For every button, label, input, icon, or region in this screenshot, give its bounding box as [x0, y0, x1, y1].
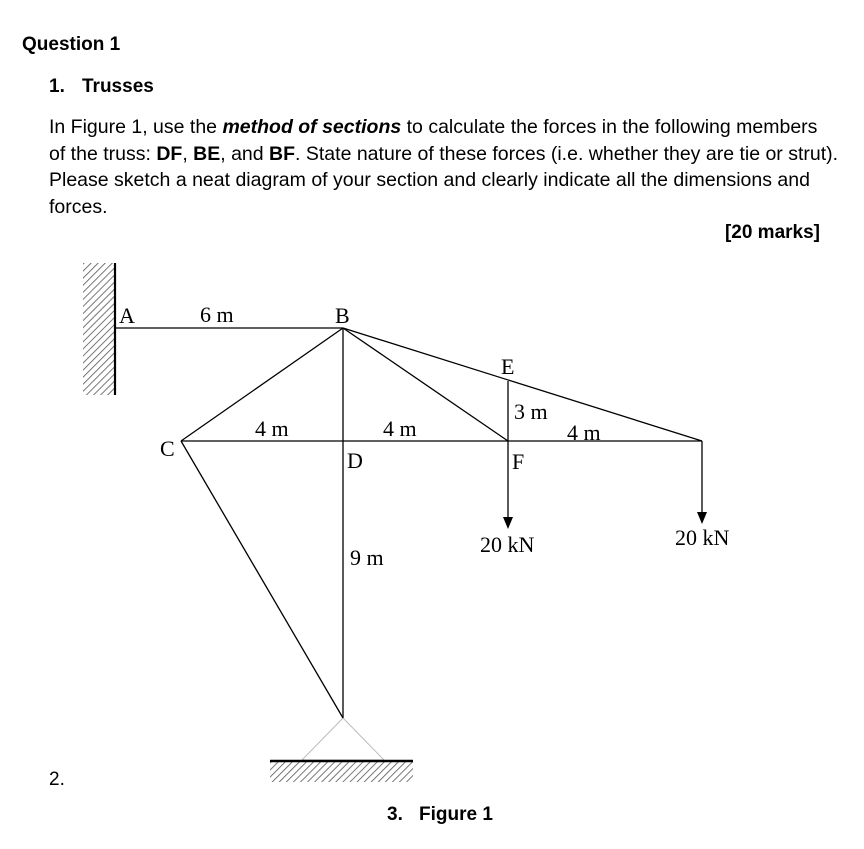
marks-label: [20 marks] [724, 222, 820, 243]
dim-dsupport: 9 m [350, 545, 384, 570]
wall-hatch [83, 263, 115, 395]
text-run: to calculate the forces in the following members of the truss: [49, 116, 818, 165]
pin-support [302, 718, 384, 760]
text-run: In Figure 1, use the [49, 116, 223, 138]
node-label-c: C [160, 436, 175, 461]
dim-cd: 4 m [255, 416, 289, 441]
dim-df: 4 m [383, 416, 417, 441]
arrow-down-icon [697, 512, 707, 524]
question-title: Question 1 [22, 34, 121, 55]
member-c-support [181, 441, 343, 718]
member-be: BE [193, 142, 221, 165]
node-label-f: F [512, 449, 525, 474]
member-df: DF [156, 142, 183, 165]
node-label-d: D [347, 448, 363, 473]
next-item-number: 2. [49, 769, 65, 790]
dim-ftip: 4 m [567, 420, 601, 445]
load-label-tip: 20 kN [675, 525, 730, 550]
caption-number: 3. [387, 804, 403, 825]
text-run: . State nature of these forces (i.e. whether they are tie or strut). Please sketch a neat diagram of your section and clearly indicate all the dimensions and forces. [49, 142, 839, 218]
text-run: , and [220, 142, 270, 165]
node-label-a: A [119, 303, 135, 328]
caption-text: Figure 1 [419, 804, 493, 825]
arrow-down-icon [503, 517, 513, 529]
section-title: Trusses [82, 76, 154, 97]
member-bf-line [343, 328, 508, 441]
load-label-f: 20 kN [480, 532, 535, 557]
node-label-e: E [501, 354, 515, 379]
member-bf: BF [269, 142, 296, 165]
text-run: , [182, 142, 194, 165]
ground-hatch [270, 762, 413, 782]
dim-ef: 3 m [514, 399, 548, 424]
node-label-b: B [335, 303, 350, 328]
figure-caption [387, 804, 493, 826]
section-number: 1. [49, 76, 65, 97]
method-emphasis: method of sections [222, 116, 402, 138]
dim-ab: 6 m [200, 302, 234, 327]
